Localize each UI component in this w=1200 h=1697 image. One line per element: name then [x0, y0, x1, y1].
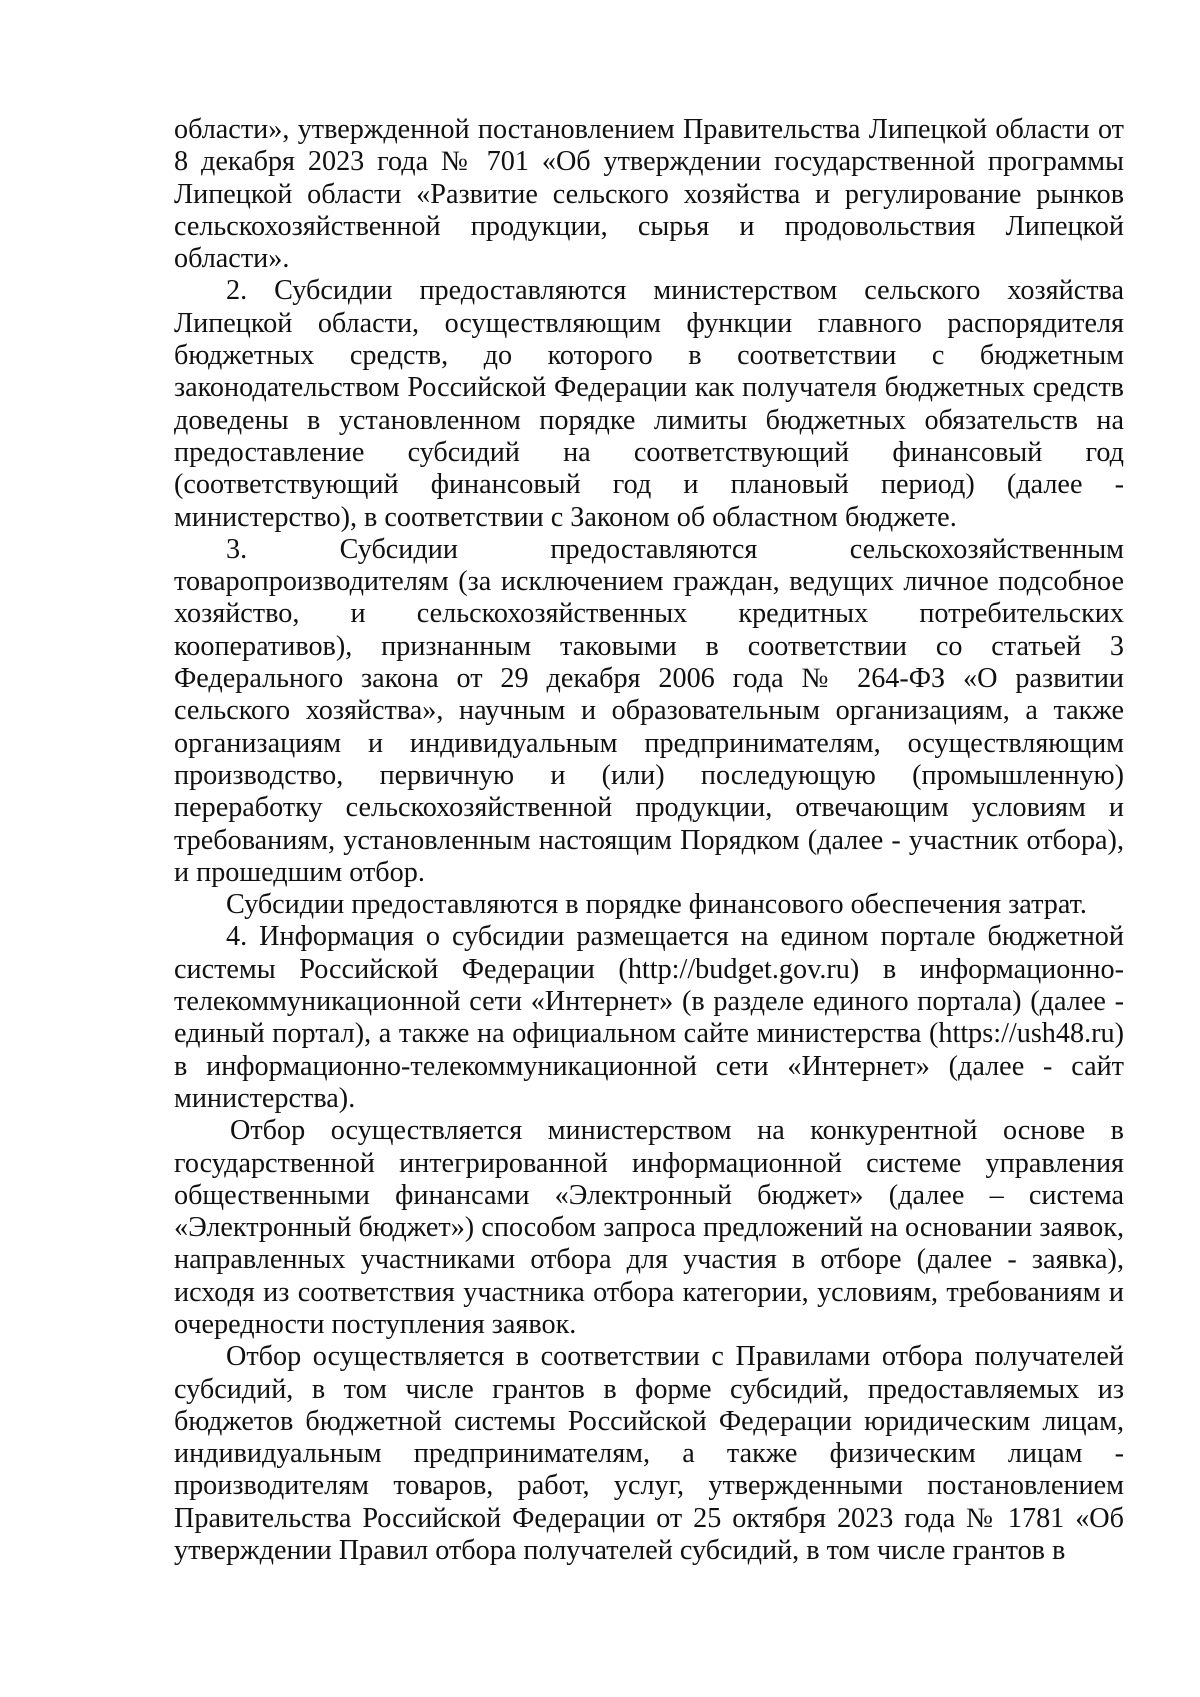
- paragraph-1-continuation: области», утвержденной постановлением Правительства Липецкой области от 8 декабря 2023 года № 701 «Об утверждении государственной программы Липецкой области «Развитие сельского хозяйства и регулирование рынков сельскохозяйственной продукции, сырья и продовольствия Липецкой области».: [174, 114, 1124, 275]
- document-page: [174, 114, 1124, 1567]
- paragraph-4-rules: Отбор осуществляется в соответствии с Правилами отбора получателей субсидий, в том числе грантов в форме субсидий, предоставляемых из бюджетов бюджетной системы Российской Федерации юридическим лицам, индивидуальным предпринимателям, а также физическим лицам - производителям товаров, работ, услуг, утвержденными постановлением Правительства Российской Федерации от 25 октября 2023 года № 1781 «Об утверждении Правил отбора получателей субсидий, в том числе грантов в: [174, 1341, 1124, 1567]
- paragraph-4-information: 4. Информация о субсидии размещается на едином портале бюджетной системы Российской Федерации (http://budget.gov.ru) в информационно-телекоммуникационной сети «Интернет» (в разделе единого портала) (далее - единый портал), а также на официальном сайте министерства (https://ush48.ru) в информационно-телекоммуникационной сети «Интернет» (далее - сайт министерства).: [174, 921, 1124, 1114]
- paragraph-3-financing: Субсидии предоставляются в порядке финансового обеспечения затрат.: [226, 889, 1087, 921]
- paragraph-3-recipients: 3. Субсидии предоставляются сельскохозяйственным товаропроизводителям (за исключением граждан, ведущих личное подсобное хозяйство, и сельскохозяйственных кредитных потребительских кооперативов), признанным таковыми в соответствии со статьей 3 Федерального закона от 29 декабря 2006 года № 264-ФЗ «О развитии сельского хозяйства», научным и образовательным организациям, а также организациям и индивидуальным предпринимателям, осуществляющим производство, первичную и (или) последующую (промышленную) переработку сельскохозяйственной продукции, отвечающим условиям и требованиям, установленным настоящим Порядком (далее - участник отбора), и прошедшим отбор.: [174, 533, 1124, 888]
- paragraph-4-selection: Отбор осуществляется министерством на конкурентной основе в государственной интегрированной информационной системе управления общественными финансами «Электронный бюджет» (далее – система «Электронный бюджет») способом запроса предложений на основании заявок, направленных участниками отбора для участия в отборе (далее - заявка), исходя из соответствия участника отбора категории, условиям, требованиям и очередности поступления заявок.: [174, 1115, 1124, 1340]
- paragraph-2-ministry: 2. Субсидии предоставляются министерством сельского хозяйства Липецкой области, осуществляющим функции главного распорядителя бюджетных средств, до которого в соответствии с бюджетным законодательством Российской Федерации как получателя бюджетных средств доведены в установленном порядке лимиты бюджетных обязательств на предоставление субсидий на соответствующий финансовый год (соответствующий финансовый год и плановый период) (далее - министерство), в соответствии с Законом об областном бюджете.: [174, 275, 1124, 533]
